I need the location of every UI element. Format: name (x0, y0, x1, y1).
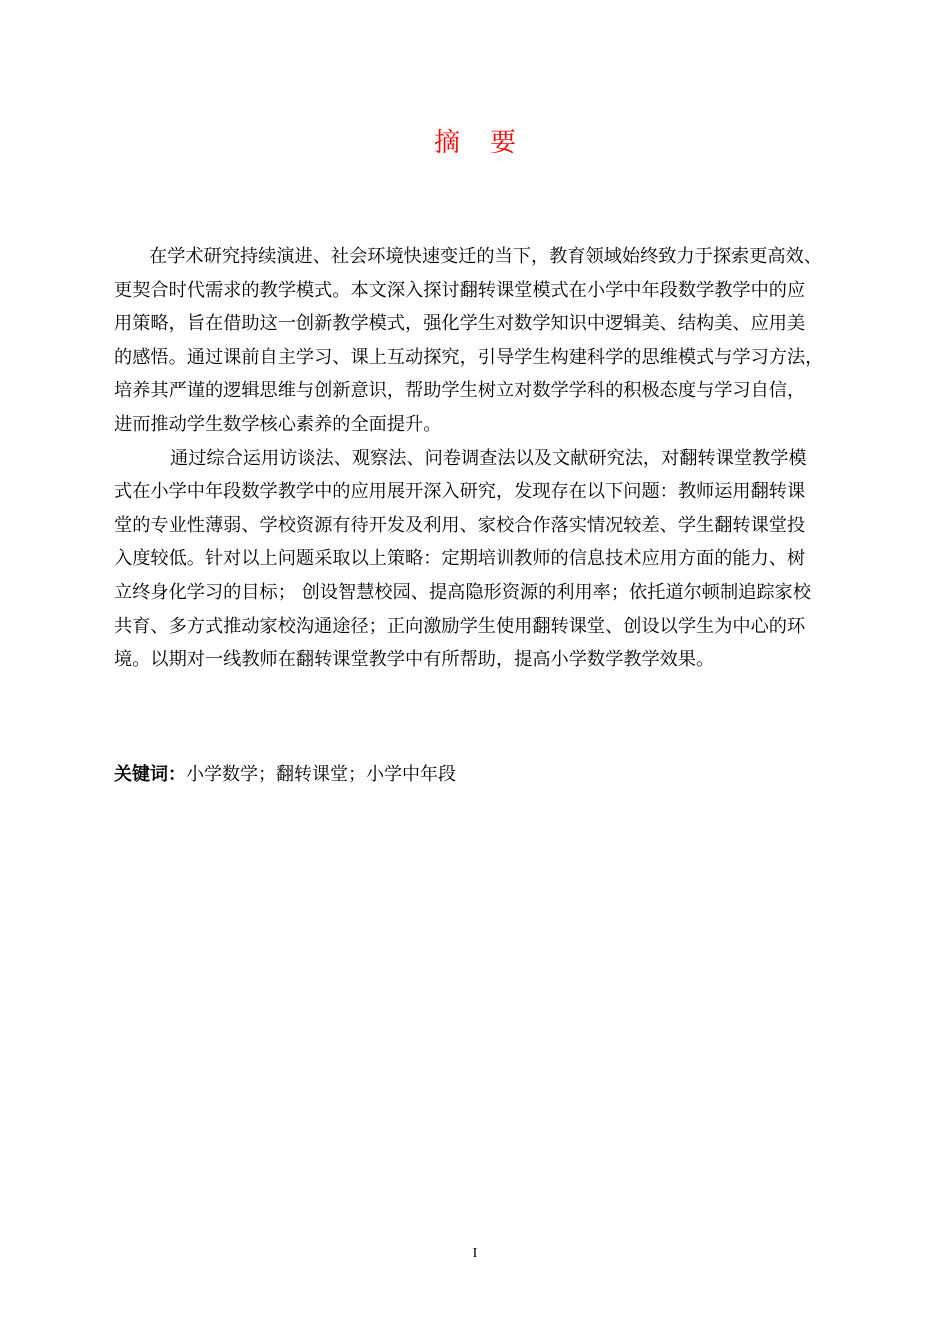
keywords-line (114, 760, 456, 790)
abstract-body (114, 240, 856, 677)
text-line: 堂的专业性薄弱、学校资源有待开发及利用、家校合作落实情况较差、学生翻转课堂投 (114, 514, 806, 536)
abstract-title: 摘要 (433, 128, 546, 158)
abstract-paragraph-1 (114, 240, 856, 442)
keywords-text: 小学数学；翻转课堂；小学中年段 (186, 764, 456, 785)
text-line: 用策略，旨在借助这一创新教学模式，强化学生对数学知识中逻辑美、结构美、应用美 (114, 313, 806, 335)
text-line: 境。以期对一线教师在翻转课堂教学中有所帮助，提高小学数学教学效果。 (114, 649, 715, 671)
text-line: 的感悟。通过课前自主学习、课上互动探究，引导学生构建科学的思维模式与学习方法， (114, 346, 824, 368)
text-line: 式在小学中年段数学教学中的应用展开深入研究，发现存在以下问题：教师运用翻转课 (114, 481, 806, 503)
text-line: 通过综合运用访谈法、观察法、问卷调查法以及文献研究法，对翻转课堂教学模 (170, 447, 807, 469)
text-line: 在学术研究持续演进、社会环境快速变迁的当下，教育领域始终致力于探索更高效、 (149, 246, 822, 267)
abstract-paragraph-2 (114, 442, 856, 677)
text-line: 培养其严谨的逻辑思维与创新意识，帮助学生树立对数学学科的积极态度与学习自信， (114, 380, 806, 402)
text-line: 进而推动学生数学核心素养的全面提升。 (114, 413, 442, 435)
text-line: 立终身化学习的目标； 创设智慧校园、提高隐形资源的利用率；依托道尔顿制追踪家校 (114, 581, 811, 603)
page-number: I (472, 1246, 478, 1261)
keywords-label: 关键词： (114, 764, 186, 785)
text-line: 更契合时代需求的教学模式。本文深入探讨翻转课堂模式在小学中年段数学教学中的应 (114, 279, 806, 301)
text-line: 入度较低。针对以上问题采取以上策略：定期培训教师的信息技术应用方面的能力、树 (114, 548, 806, 570)
text-line: 共育、多方式推动家校沟通途径；正向激励学生使用翻转课堂、创设以学生为中心的环 (114, 615, 806, 637)
